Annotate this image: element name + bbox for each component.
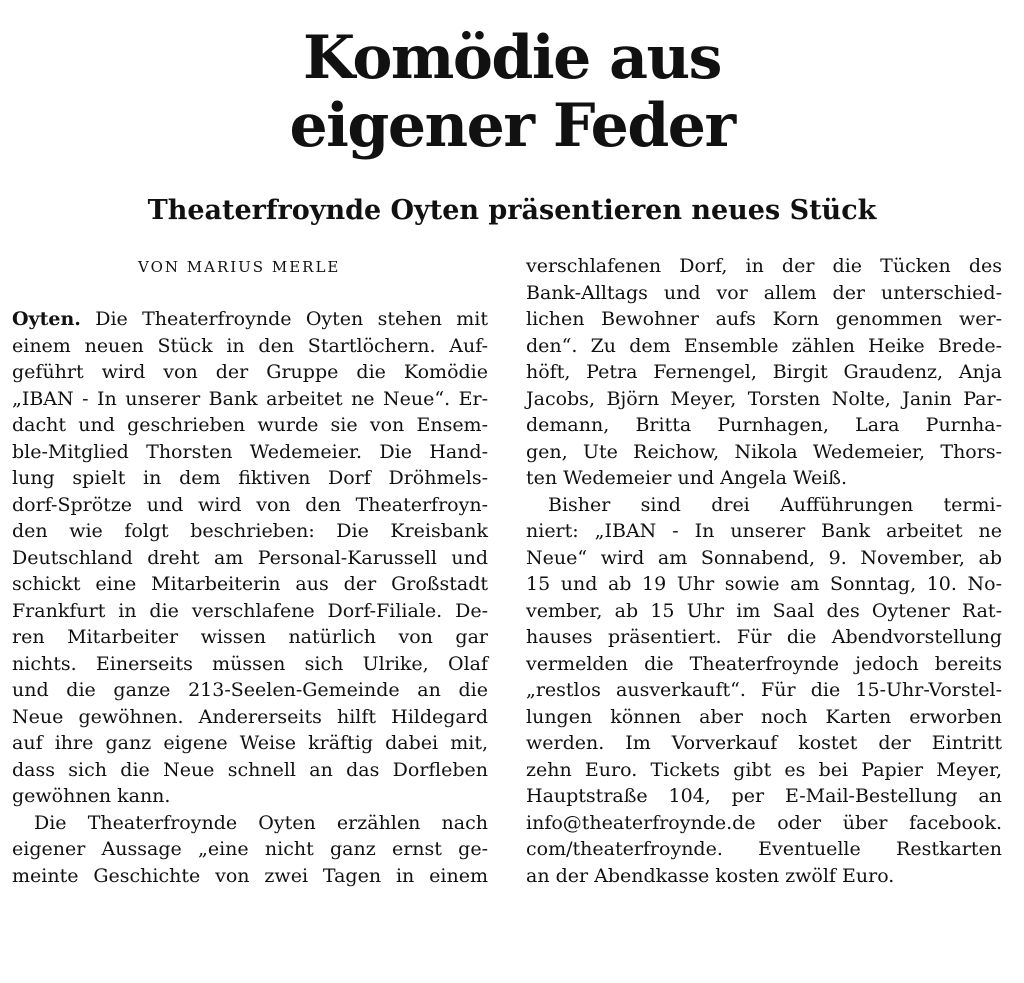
text-line: dass sich die Neue schnell an das Dorfleben: [12, 758, 488, 781]
text-line: info@theaterfroynde.de oder über facebook.: [526, 811, 1002, 834]
text-line: ten Wedemeier und Angela Weiß.: [526, 467, 848, 489]
article-column-right: [526, 253, 1002, 889]
text-line: und die ganze 213-Seelen-Gemeinde an die: [12, 679, 488, 701]
text-line: nichts. Einerseits müssen sich Ulrike, Olaf: [12, 652, 488, 675]
article-headline: [0, 24, 1024, 160]
text-line: gewöhnen kann.: [12, 785, 171, 807]
text-line: verschlafenen Dorf, in der die Tücken des: [526, 255, 1002, 277]
text-line: com/theaterfroynde. Eventuelle Restkarten: [526, 838, 1002, 860]
text-line: hauses präsentiert. Für die Abendvorstellung: [526, 626, 1002, 648]
article-byline: VON MARIUS MERLE: [138, 258, 341, 276]
article-subheadline: Theaterfroynde Oyten präsentieren neues Stück: [147, 195, 877, 226]
text-line: den“. Zu dem Ensemble zählen Heike Brede-: [526, 334, 1002, 357]
text-line: meinte Geschichte von zwei Tagen in einem: [12, 864, 488, 887]
text-line: den wie folgt beschrieben: Die Kreisbank: [12, 520, 488, 542]
text-line: lungen können aber noch Karten erworben: [526, 705, 1002, 728]
text-line: zehn Euro. Tickets gibt es bei Papier Meyer,: [526, 758, 1002, 781]
text-line: ren Mitarbeiter wissen natürlich von gar: [12, 626, 488, 648]
text-line: ble-Mitglied Thorsten Wedemeier. Die Hand-: [12, 440, 488, 463]
text-line: geführt wird von der Gruppe die Komödie: [12, 361, 488, 383]
text-line: dorf-Sprötze und wird von den Theaterfroyn-: [12, 493, 488, 516]
text-line: niert: „IBAN - In unserer Bank arbeitet ne: [526, 520, 1002, 542]
text-line: werden. Im Vorverkauf kostet der Eintritt: [526, 732, 1002, 754]
text-line: Bank-Alltags und vor allem der unterschied-: [526, 281, 1002, 304]
text-line: auf ihre ganz eigene Weise kräftig dabei mit,: [12, 732, 488, 754]
text-line: Neue gewöhnen. Andererseits hilft Hildegard: [12, 705, 488, 728]
headline-line-1: Komödie aus: [303, 23, 721, 93]
text-line: gen, Ute Reichow, Nikola Wedemeier, Thors-: [526, 440, 1002, 463]
text-line: eigener Aussage „eine nicht ganz ernst ge-: [12, 838, 488, 860]
text-line: [12, 306, 488, 333]
text-line: Deutschland dreht am Personal-Karussell und: [12, 546, 488, 569]
text-line: höft, Petra Fernengel, Birgit Graudenz, Anja: [526, 361, 1002, 383]
text-line: Frankfurt in die verschlafene Dorf-Filiale. De-: [12, 599, 488, 622]
text-line: schickt eine Mitarbeiterin aus der Großstadt: [12, 573, 488, 595]
article-column-left: [12, 306, 488, 889]
text-line-fragment: Die Theaterfroynde Oyten stehen mit: [80, 308, 488, 330]
headline-line-2: eigener Feder: [289, 91, 735, 161]
text-line: lung spielt in dem fiktiven Dorf Dröhmels-: [12, 467, 488, 489]
article-dateline: Oyten.: [12, 308, 81, 330]
text-line: 15 und ab 19 Uhr sowie am Sonntag, 10. No-: [526, 573, 1002, 595]
text-line: dacht und geschrieben wurde sie von Ensem-: [12, 414, 488, 436]
text-line: einem neuen Stück in den Startlöchern. Auf-: [12, 334, 488, 357]
text-line: Bisher sind drei Aufführungen termi-: [548, 493, 1002, 516]
text-line: Hauptstraße 104, per E-Mail-Bestellung an: [526, 785, 1002, 807]
text-line: demann, Britta Purnhagen, Lara Purnha-: [526, 414, 1002, 436]
text-line: „IBAN - In unserer Bank arbeitet ne Neue“. Er-: [12, 387, 488, 410]
text-line: lichen Bewohner aufs Korn genommen wer-: [526, 308, 1002, 330]
text-line: vember, ab 15 Uhr im Saal des Oytener Rat-: [526, 599, 1002, 622]
text-line: Die Theaterfroynde Oyten erzählen nach: [34, 811, 488, 834]
text-line: „restlos ausverkauft“. Für die 15-Uhr-Vorstel-: [526, 679, 1002, 701]
text-line: Jacobs, Björn Meyer, Torsten Nolte, Janin Par-: [526, 387, 1002, 410]
text-line: an der Abendkasse kosten zwölf Euro.: [526, 864, 895, 887]
text-line: Neue“ wird am Sonnabend, 9. November, ab: [526, 546, 1002, 569]
text-line: vermelden die Theaterfroynde jedoch bereits: [526, 652, 1002, 675]
